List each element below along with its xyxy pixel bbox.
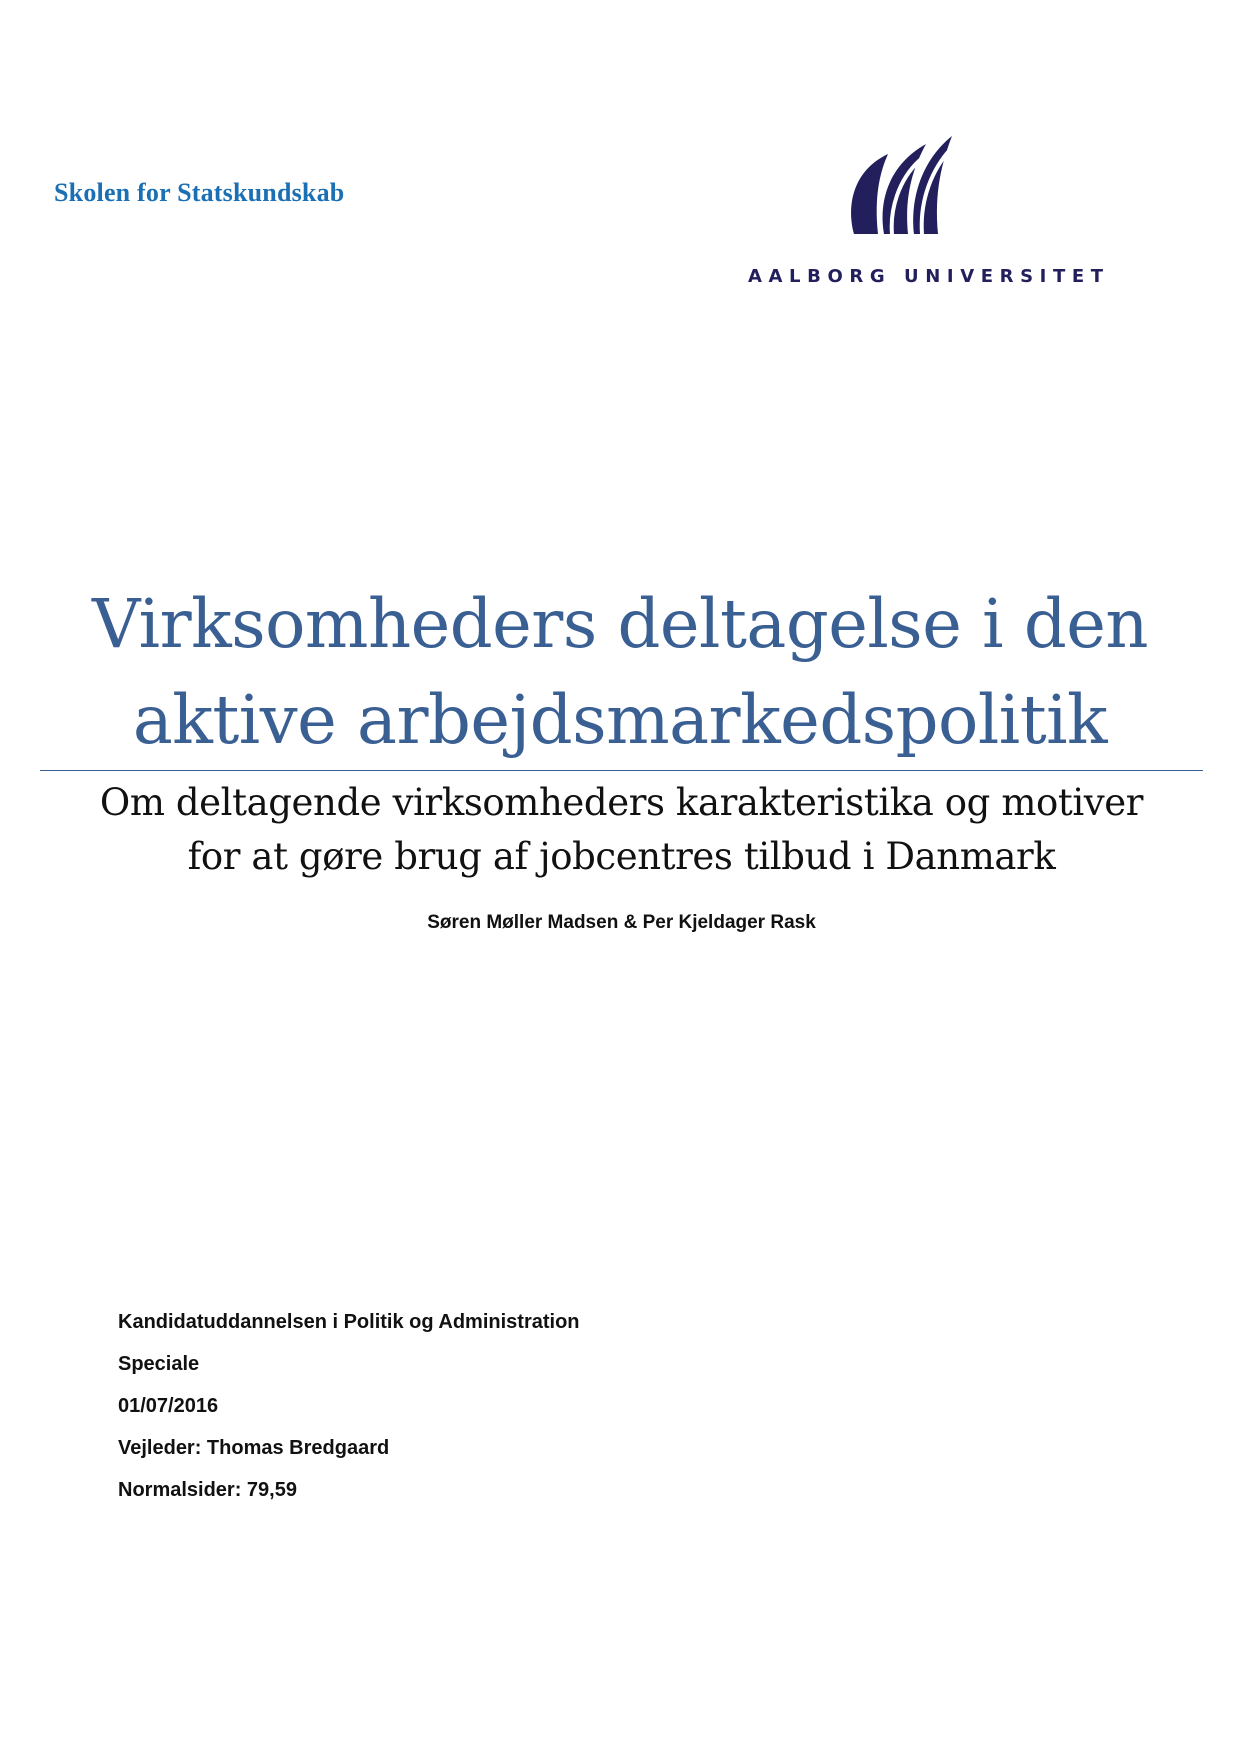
thesis-title-line-1: Virksomheders deltagelse i den bbox=[91, 585, 1149, 663]
thesis-title-line-2: aktive arbejdsmarkedspolitik bbox=[132, 681, 1108, 759]
thesis-subtitle-line-1: Om deltagende virksomheders karakteristika og motiver bbox=[99, 781, 1144, 824]
thesis-title bbox=[40, 576, 1200, 768]
aalborg-wave-icon bbox=[844, 134, 956, 240]
authors: Søren Møller Madsen & Per Kjeldager Rask bbox=[427, 912, 816, 933]
standard-pages: Normalsider: 79,59 bbox=[118, 1479, 297, 1501]
thesis-subtitle bbox=[40, 776, 1203, 884]
program-name: Kandidatuddannelsen i Politik og Administration bbox=[118, 1311, 580, 1333]
university-logo-text: AALBORG UNIVERSITET bbox=[748, 266, 1110, 287]
thesis-details bbox=[118, 1310, 580, 1520]
supervisor: Vejleder: Thomas Bredgaard bbox=[118, 1437, 390, 1459]
thesis-subtitle-line-2: for at gøre brug af jobcentres tilbud i Danmark bbox=[187, 835, 1056, 878]
title-underline-divider bbox=[40, 770, 1203, 771]
university-logo bbox=[748, 128, 1110, 298]
school-name: Skolen for Statskundskab bbox=[54, 178, 345, 207]
submission-date: 01/07/2016 bbox=[118, 1395, 219, 1417]
document-type: Speciale bbox=[118, 1353, 200, 1375]
